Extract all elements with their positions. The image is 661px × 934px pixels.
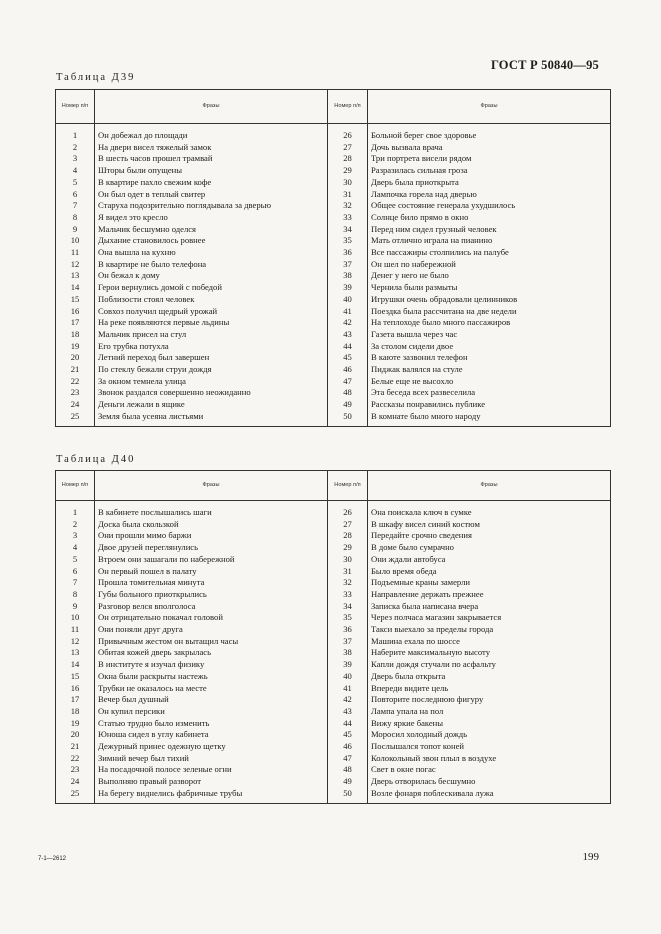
- phrase: На берегу виднелись фабричные трубы: [95, 788, 328, 803]
- row-number: 6: [56, 566, 95, 578]
- table-39-header-num-2: Номер п/п: [328, 90, 368, 124]
- table-row: [56, 683, 611, 695]
- phrase-2: Дверь была открыта: [368, 671, 611, 683]
- table-row: [56, 142, 611, 154]
- phrase: Юноша сидел в углу кабинета: [95, 729, 328, 741]
- row-number: 22: [56, 753, 95, 765]
- row-number: 16: [56, 306, 95, 318]
- phrase-2: Разразилась сильная гроза: [368, 165, 611, 177]
- phrase: Окна были раскрыты настежь: [95, 671, 328, 683]
- table-row: [56, 647, 611, 659]
- row-number: 21: [56, 741, 95, 753]
- phrase-2: В доме было сумрачно: [368, 542, 611, 554]
- table-row: [56, 519, 611, 531]
- phrase: Шторы были опущены: [95, 165, 328, 177]
- phrase: Он бежал к дому: [95, 270, 328, 282]
- table-row: [56, 294, 611, 306]
- row-number: 12: [56, 259, 95, 271]
- table-row: [56, 624, 611, 636]
- row-number: 22: [56, 376, 95, 388]
- table-row: [56, 259, 611, 271]
- row-number-2: 37: [328, 636, 368, 648]
- row-number: 13: [56, 647, 95, 659]
- phrase-2: Общее состояние генерала ухудшилось: [368, 200, 611, 212]
- row-number-2: 41: [328, 683, 368, 695]
- row-number-2: 43: [328, 329, 368, 341]
- table-row: [56, 753, 611, 765]
- phrase-2: Пиджак валялся на стуле: [368, 364, 611, 376]
- phrase: Они поняли друг друга: [95, 624, 328, 636]
- row-number-2: 50: [328, 788, 368, 803]
- table-row: [56, 124, 611, 142]
- phrase-2: Он шел по набережной: [368, 259, 611, 271]
- row-number: 16: [56, 683, 95, 695]
- phrase: По стеклу бежали струи дождя: [95, 364, 328, 376]
- phrase-2: Свет в окне погас: [368, 764, 611, 776]
- row-number-2: 35: [328, 612, 368, 624]
- row-number: 19: [56, 341, 95, 353]
- row-number: 15: [56, 671, 95, 683]
- row-number-2: 26: [328, 501, 368, 519]
- table-row: [56, 177, 611, 189]
- table-row: [56, 212, 611, 224]
- phrase: Мальчик присел на стул: [95, 329, 328, 341]
- phrase-2: В комнате было много народу: [368, 411, 611, 426]
- table-row: [56, 399, 611, 411]
- table-row: [56, 741, 611, 753]
- phrase-2: Белые еще не высохло: [368, 376, 611, 388]
- row-number-2: 46: [328, 741, 368, 753]
- row-number: 19: [56, 718, 95, 730]
- phrase: Статью трудно было изменить: [95, 718, 328, 730]
- phrase-2: За столом сидели двое: [368, 341, 611, 353]
- table-40-header-phrases: Фразы: [95, 471, 328, 501]
- row-number: 24: [56, 776, 95, 788]
- row-number: 23: [56, 764, 95, 776]
- phrase: На реке появляются первые льдины: [95, 317, 328, 329]
- phrase: Вечер был душный: [95, 694, 328, 706]
- phrase-2: Рассказы понравились публике: [368, 399, 611, 411]
- phrase-2: Перед ним сидел грузный человек: [368, 224, 611, 236]
- row-number-2: 42: [328, 694, 368, 706]
- phrase: Трубки не оказалось на месте: [95, 683, 328, 695]
- phrase-2: Поездка была рассчитана на две недели: [368, 306, 611, 318]
- row-number: 11: [56, 247, 95, 259]
- table-row: [56, 235, 611, 247]
- phrase: Губы больного приоткрылись: [95, 589, 328, 601]
- row-number: 3: [56, 530, 95, 542]
- phrase: Доска была скользкой: [95, 519, 328, 531]
- phrase-2: Лампа упала на пол: [368, 706, 611, 718]
- table-row: [56, 718, 611, 730]
- row-number-2: 31: [328, 566, 368, 578]
- phrase: Герои вернулись домой с победой: [95, 282, 328, 294]
- row-number-2: 29: [328, 542, 368, 554]
- phrase: В кабинете послышались шаги: [95, 501, 328, 519]
- row-number-2: 36: [328, 624, 368, 636]
- phrase-2: Чернила были размыты: [368, 282, 611, 294]
- row-number-2: 39: [328, 282, 368, 294]
- row-number-2: 50: [328, 411, 368, 426]
- row-number-2: 34: [328, 224, 368, 236]
- row-number-2: 38: [328, 647, 368, 659]
- phrase: Я видел это кресло: [95, 212, 328, 224]
- phrase: В квартире пахло свежим кофе: [95, 177, 328, 189]
- row-number-2: 33: [328, 212, 368, 224]
- phrase: Мальчик бесшумно оделся: [95, 224, 328, 236]
- phrase: Втроем они зашагали по набережной: [95, 554, 328, 566]
- phrase-2: Моросил холодный дождь: [368, 729, 611, 741]
- row-number-2: 28: [328, 530, 368, 542]
- row-number-2: 30: [328, 177, 368, 189]
- table-row: [56, 153, 611, 165]
- phrase-2: Дверь отворилась бесшумно: [368, 776, 611, 788]
- table-row: [56, 612, 611, 624]
- row-number: 17: [56, 317, 95, 329]
- phrase: Деньги лежали в ящике: [95, 399, 328, 411]
- table-row: [56, 282, 611, 294]
- row-number: 18: [56, 329, 95, 341]
- row-number: 3: [56, 153, 95, 165]
- phrase-2: Лампочка горела над дверью: [368, 189, 611, 201]
- phrase-2: Направление держать прежнее: [368, 589, 611, 601]
- phrase: Зимний вечер был тихий: [95, 753, 328, 765]
- phrase-2: Игрушки очень обрадовали целинников: [368, 294, 611, 306]
- phrase-2: Наберите максимальную высоту: [368, 647, 611, 659]
- table-row: [56, 554, 611, 566]
- table-row: [56, 706, 611, 718]
- table-row: [56, 200, 611, 212]
- table-row: [56, 694, 611, 706]
- table-40-header-num-2: Номер п/п: [328, 471, 368, 501]
- row-number-2: 26: [328, 124, 368, 142]
- table-row: [56, 530, 611, 542]
- phrase: Его трубка потухла: [95, 341, 328, 353]
- phrase-2: В каюте зазвонил телефон: [368, 352, 611, 364]
- row-number-2: 45: [328, 729, 368, 741]
- phrase: Двое друзей переглянулись: [95, 542, 328, 554]
- phrase: Он купил персики: [95, 706, 328, 718]
- table-40-header-phrases-2: Фразы: [368, 471, 611, 501]
- phrase-2: Мать отлично играла на пианино: [368, 235, 611, 247]
- row-number: 23: [56, 387, 95, 399]
- row-number: 20: [56, 729, 95, 741]
- row-number: 14: [56, 659, 95, 671]
- row-number-2: 39: [328, 659, 368, 671]
- row-number-2: 40: [328, 671, 368, 683]
- phrase-2: Три портрета висели рядом: [368, 153, 611, 165]
- row-number-2: 38: [328, 270, 368, 282]
- phrase: Старуха подозрительно поглядывала за дверью: [95, 200, 328, 212]
- row-number-2: 27: [328, 519, 368, 531]
- phrase: Земля была усеяна листьями: [95, 411, 328, 426]
- print-code: 7-1—2612: [38, 856, 67, 862]
- row-number: 2: [56, 142, 95, 154]
- phrase: Обитая кожей дверь закрылась: [95, 647, 328, 659]
- row-number: 4: [56, 165, 95, 177]
- phrase-2: Подъемные краны замерли: [368, 577, 611, 589]
- row-number-2: 48: [328, 387, 368, 399]
- row-number-2: 46: [328, 364, 368, 376]
- row-number-2: 33: [328, 589, 368, 601]
- phrase: Поблизости стоял человек: [95, 294, 328, 306]
- row-number: 9: [56, 601, 95, 613]
- row-number: 7: [56, 577, 95, 589]
- table-40: [55, 470, 611, 804]
- row-number: 24: [56, 399, 95, 411]
- table-row: [56, 224, 611, 236]
- row-number-2: 37: [328, 259, 368, 271]
- phrase: Он первый пошел в палату: [95, 566, 328, 578]
- row-number-2: 32: [328, 577, 368, 589]
- row-number-2: 28: [328, 153, 368, 165]
- table-row: [56, 189, 611, 201]
- phrase-2: Возле фонаря поблескивала лужа: [368, 788, 611, 803]
- row-number: 25: [56, 411, 95, 426]
- row-number: 10: [56, 612, 95, 624]
- table-row: [56, 659, 611, 671]
- row-number: 20: [56, 352, 95, 364]
- row-number: 15: [56, 294, 95, 306]
- phrase-2: Машина ехала по шоссе: [368, 636, 611, 648]
- phrase-2: Они ждали автобуса: [368, 554, 611, 566]
- phrase: Дыхание становилось ровнее: [95, 235, 328, 247]
- row-number-2: 49: [328, 776, 368, 788]
- table-row: [56, 329, 611, 341]
- phrase: На посадочной полосе зеленые огни: [95, 764, 328, 776]
- phrase: Привычным жестом он вытащил часы: [95, 636, 328, 648]
- table-40-header-num: Номер п/п: [56, 471, 95, 501]
- table-row: [56, 247, 611, 259]
- phrase-2: Капли дождя стучали по асфальту: [368, 659, 611, 671]
- table-row: [56, 729, 611, 741]
- table-row: [56, 352, 611, 364]
- row-number: 25: [56, 788, 95, 803]
- phrase: Летний переход был завершен: [95, 352, 328, 364]
- row-number: 8: [56, 589, 95, 601]
- row-number: 4: [56, 542, 95, 554]
- row-number-2: 29: [328, 165, 368, 177]
- phrase-2: Через полчаса магазин закрывается: [368, 612, 611, 624]
- phrase: На двери висел тяжелый замок: [95, 142, 328, 154]
- row-number-2: 27: [328, 142, 368, 154]
- phrase-2: Передайте срочно сведения: [368, 530, 611, 542]
- table-row: [56, 542, 611, 554]
- table-39-header-num: Номер п/п: [56, 90, 95, 124]
- phrase-2: В шкафу висел синий костюм: [368, 519, 611, 531]
- row-number-2: 45: [328, 352, 368, 364]
- table-row: [56, 776, 611, 788]
- phrase: В институте я изучал физику: [95, 659, 328, 671]
- row-number: 12: [56, 636, 95, 648]
- phrase-2: Вижу яркие бакены: [368, 718, 611, 730]
- table-39-header-phrases: Фразы: [95, 90, 328, 124]
- row-number: 10: [56, 235, 95, 247]
- phrase-2: Дверь была приоткрыта: [368, 177, 611, 189]
- phrase-2: Все пассажиры столпились на палубе: [368, 247, 611, 259]
- row-number-2: 31: [328, 189, 368, 201]
- row-number: 11: [56, 624, 95, 636]
- phrase: Дежурный принес одежную щетку: [95, 741, 328, 753]
- row-number: 14: [56, 282, 95, 294]
- table-row: [56, 364, 611, 376]
- row-number: 1: [56, 124, 95, 142]
- table-row: [56, 501, 611, 519]
- table-row: [56, 341, 611, 353]
- phrase: Звонок раздался совершенно неожиданно: [95, 387, 328, 399]
- table-row: [56, 306, 611, 318]
- table-row: [56, 601, 611, 613]
- row-number: 1: [56, 501, 95, 519]
- phrase-2: На теплоходе было много пассажиров: [368, 317, 611, 329]
- row-number-2: 32: [328, 200, 368, 212]
- row-number: 21: [56, 364, 95, 376]
- phrase: Он был одет в теплый свитер: [95, 189, 328, 201]
- table-row: [56, 566, 611, 578]
- table-row: [56, 577, 611, 589]
- table-row: [56, 671, 611, 683]
- row-number: 9: [56, 224, 95, 236]
- table-row: [56, 376, 611, 388]
- row-number: 18: [56, 706, 95, 718]
- table-row: [56, 270, 611, 282]
- phrase-2: Повторите последнюю фигуру: [368, 694, 611, 706]
- row-number-2: 49: [328, 399, 368, 411]
- phrase-2: Послышался топот коней: [368, 741, 611, 753]
- row-number: 5: [56, 554, 95, 566]
- table-40-caption: Таблица Д40: [56, 454, 136, 465]
- table-row: [56, 589, 611, 601]
- table-row: [56, 387, 611, 399]
- row-number-2: 34: [328, 601, 368, 613]
- phrase: Совхоз получил щедрый урожай: [95, 306, 328, 318]
- phrase: Он добежал до площади: [95, 124, 328, 142]
- row-number-2: 44: [328, 718, 368, 730]
- phrase: Они прошли мимо баржи: [95, 530, 328, 542]
- row-number-2: 47: [328, 376, 368, 388]
- table-39: [55, 89, 611, 427]
- table-row: [56, 764, 611, 776]
- row-number: 17: [56, 694, 95, 706]
- row-number-2: 36: [328, 247, 368, 259]
- row-number-2: 42: [328, 317, 368, 329]
- phrase-2: Больной берег свое здоровье: [368, 124, 611, 142]
- table-39-header-phrases-2: Фразы: [368, 90, 611, 124]
- phrase: За окном темнела улица: [95, 376, 328, 388]
- phrase: Она вышла на кухню: [95, 247, 328, 259]
- table-row: [56, 636, 611, 648]
- row-number-2: 40: [328, 294, 368, 306]
- row-number: 5: [56, 177, 95, 189]
- page-number: 199: [582, 851, 599, 863]
- row-number: 2: [56, 519, 95, 531]
- row-number-2: 47: [328, 753, 368, 765]
- table-row: [56, 317, 611, 329]
- row-number-2: 48: [328, 764, 368, 776]
- row-number-2: 43: [328, 706, 368, 718]
- phrase-2: Дочь вызвала врача: [368, 142, 611, 154]
- phrase-2: Такси выехало за пределы города: [368, 624, 611, 636]
- standard-header: ГОСТ Р 50840—95: [490, 58, 599, 72]
- row-number: 8: [56, 212, 95, 224]
- phrase: Выполняю правый разворот: [95, 776, 328, 788]
- row-number-2: 30: [328, 554, 368, 566]
- phrase-2: Записка была написана вчера: [368, 601, 611, 613]
- phrase: В шесть часов прошел трамвай: [95, 153, 328, 165]
- phrase: Он отрицательно покачал головой: [95, 612, 328, 624]
- phrase-2: Газета вышла через час: [368, 329, 611, 341]
- phrase-2: Она поискала ключ в сумке: [368, 501, 611, 519]
- phrase-2: Денег у него не было: [368, 270, 611, 282]
- table-row: [56, 411, 611, 426]
- table-39-caption: Таблица Д39: [56, 72, 136, 83]
- table-row: [56, 788, 611, 803]
- row-number: 6: [56, 189, 95, 201]
- phrase-2: Впереди видите цель: [368, 683, 611, 695]
- row-number: 7: [56, 200, 95, 212]
- row-number: 13: [56, 270, 95, 282]
- phrase-2: Эта беседа всех развеселила: [368, 387, 611, 399]
- row-number-2: 44: [328, 341, 368, 353]
- row-number-2: 35: [328, 235, 368, 247]
- phrase: Прошла томительная минута: [95, 577, 328, 589]
- phrase-2: Было время обеда: [368, 566, 611, 578]
- phrase-2: Колокольный звон плыл в воздухе: [368, 753, 611, 765]
- phrase-2: Солнце било прямо в окно: [368, 212, 611, 224]
- table-row: [56, 165, 611, 177]
- phrase: Разговор велся вполголоса: [95, 601, 328, 613]
- phrase: В квартире не было телефона: [95, 259, 328, 271]
- row-number-2: 41: [328, 306, 368, 318]
